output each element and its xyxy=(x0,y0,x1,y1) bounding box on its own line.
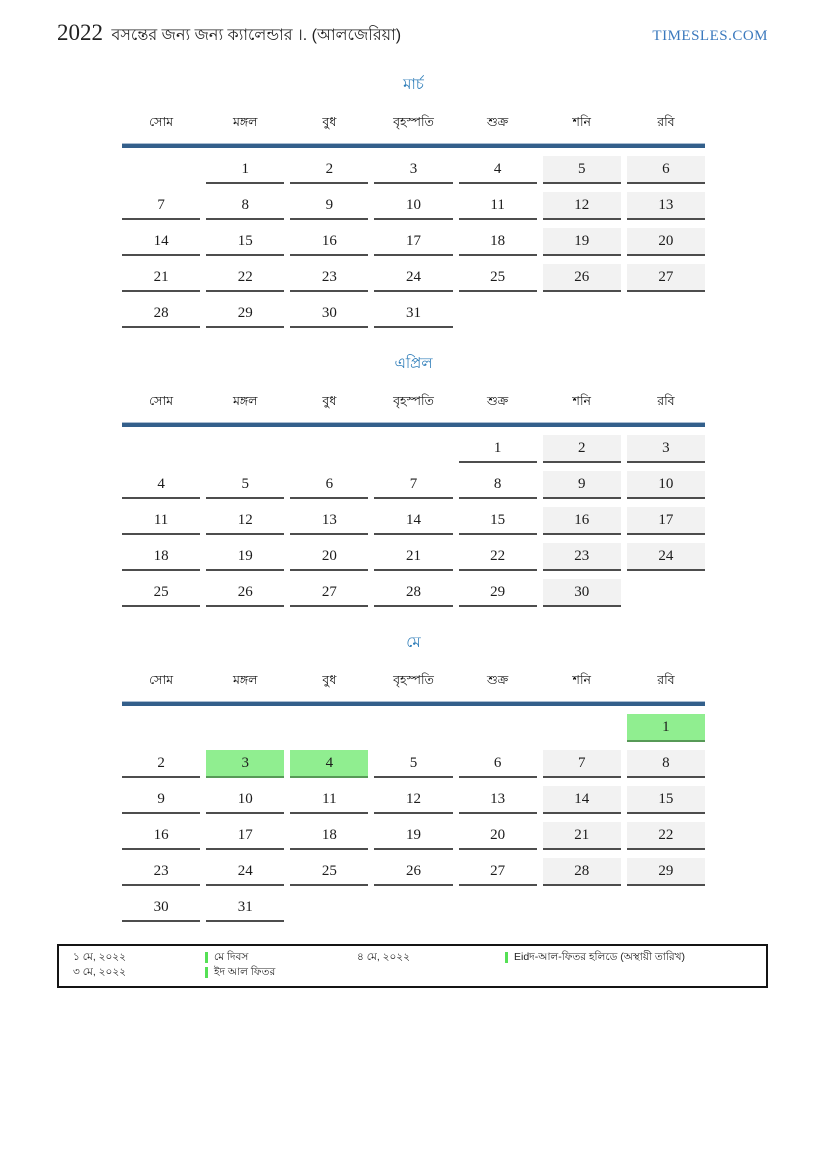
week-row xyxy=(122,192,705,220)
day-cell: 12 xyxy=(543,192,621,220)
day-cell: 2 xyxy=(543,435,621,463)
week-row xyxy=(122,156,705,184)
month-section-3 xyxy=(122,631,705,922)
day-cell: 24 xyxy=(374,264,452,292)
day-cell: 29 xyxy=(206,300,284,328)
holiday-legend xyxy=(57,944,768,988)
empty-cell xyxy=(543,894,621,922)
week-row xyxy=(122,300,705,328)
weekday-label: মঙ্গল xyxy=(232,673,258,687)
day-cell: 15 xyxy=(627,786,705,814)
day-cell: 30 xyxy=(290,300,368,328)
day-cell: 11 xyxy=(122,507,200,535)
day-cell: 28 xyxy=(543,858,621,886)
day-cell: 1 xyxy=(206,156,284,184)
day-cell: 3 xyxy=(374,156,452,184)
month-section-1 xyxy=(122,73,705,328)
day-cell: 11 xyxy=(459,192,537,220)
day-cell: 4 xyxy=(290,750,368,778)
weekday-label: রবি xyxy=(657,394,675,408)
day-cell: 21 xyxy=(122,264,200,292)
day-cell: 1 xyxy=(627,714,705,742)
week-row xyxy=(122,435,705,463)
day-cell: 22 xyxy=(459,543,537,571)
day-cell: 24 xyxy=(206,858,284,886)
day-cell: 29 xyxy=(459,579,537,607)
day-cell: 5 xyxy=(374,750,452,778)
legend-entry xyxy=(205,966,355,979)
weekday-label: বৃহস্পতি xyxy=(393,115,434,129)
empty-cell xyxy=(627,300,705,328)
weekday-label: রবি xyxy=(657,673,675,687)
weekday-label: শনি xyxy=(572,115,591,129)
day-cell: 4 xyxy=(122,471,200,499)
day-cell: 9 xyxy=(290,192,368,220)
day-cell: 11 xyxy=(290,786,368,814)
weekday-label: বৃহস্পতি xyxy=(393,673,434,687)
empty-cell xyxy=(206,714,284,742)
day-cell: 23 xyxy=(290,264,368,292)
weekday-divider xyxy=(122,701,705,706)
week-row xyxy=(122,858,705,886)
day-cell: 21 xyxy=(374,543,452,571)
day-cell: 28 xyxy=(122,300,200,328)
day-cell: 7 xyxy=(374,471,452,499)
weekday-label: বৃহস্পতি xyxy=(393,394,434,408)
weekday-divider xyxy=(122,422,705,427)
day-cell: 1 xyxy=(459,435,537,463)
day-cell: 27 xyxy=(459,858,537,886)
empty-cell xyxy=(627,579,705,607)
week-row xyxy=(122,894,705,922)
week-row xyxy=(122,822,705,850)
weekday-label: মঙ্গল xyxy=(232,115,258,129)
day-cell: 10 xyxy=(374,192,452,220)
day-cell: 24 xyxy=(627,543,705,571)
day-cell: 23 xyxy=(122,858,200,886)
day-cell: 4 xyxy=(459,156,537,184)
weekday-label: সোম xyxy=(149,673,174,687)
day-cell: 17 xyxy=(374,228,452,256)
day-cell: 6 xyxy=(627,156,705,184)
day-cell: 22 xyxy=(627,822,705,850)
day-cell: 18 xyxy=(290,822,368,850)
day-cell: 8 xyxy=(627,750,705,778)
day-cell: 30 xyxy=(543,579,621,607)
day-cell: 31 xyxy=(374,300,452,328)
week-row xyxy=(122,264,705,292)
months-container xyxy=(122,73,705,922)
month-title: মার্চ xyxy=(403,76,424,93)
weekday-label: শুক্র xyxy=(487,115,509,129)
legend-label-text: মে দিবস xyxy=(214,951,249,963)
week-row xyxy=(122,543,705,571)
day-cell: 19 xyxy=(543,228,621,256)
day-cell: 5 xyxy=(543,156,621,184)
empty-cell xyxy=(290,894,368,922)
day-cell: 20 xyxy=(290,543,368,571)
day-cell: 16 xyxy=(290,228,368,256)
empty-cell xyxy=(543,714,621,742)
week-row xyxy=(122,750,705,778)
day-cell: 13 xyxy=(459,786,537,814)
weekday-label: শুক্র xyxy=(487,673,509,687)
weekday-label: বুধ xyxy=(322,673,337,687)
day-cell: 25 xyxy=(290,858,368,886)
day-cell: 15 xyxy=(206,228,284,256)
day-cell: 17 xyxy=(627,507,705,535)
day-cell: 10 xyxy=(206,786,284,814)
weekday-label: শনি xyxy=(572,673,591,687)
day-cell: 14 xyxy=(122,228,200,256)
week-row xyxy=(122,507,705,535)
week-row xyxy=(122,786,705,814)
day-cell: 25 xyxy=(459,264,537,292)
day-cell: 27 xyxy=(627,264,705,292)
day-cell: 12 xyxy=(374,786,452,814)
day-cell: 16 xyxy=(543,507,621,535)
site-link[interactable]: TIMESLES.COM xyxy=(652,28,768,44)
holiday-color-bar xyxy=(205,952,208,963)
legend-entry xyxy=(205,951,355,964)
empty-cell xyxy=(290,714,368,742)
legend-date: ৩ মে, ২০২২ xyxy=(73,966,126,978)
holiday-color-bar xyxy=(205,967,208,978)
day-cell: 21 xyxy=(543,822,621,850)
day-cell: 22 xyxy=(206,264,284,292)
empty-cell xyxy=(459,894,537,922)
weekday-header-row xyxy=(122,672,705,701)
day-cell: 12 xyxy=(206,507,284,535)
day-cell: 2 xyxy=(290,156,368,184)
empty-cell xyxy=(206,435,284,463)
weekday-header-row xyxy=(122,393,705,422)
page-header xyxy=(0,0,827,49)
day-cell: 13 xyxy=(627,192,705,220)
weekday-label: সোম xyxy=(149,115,174,129)
day-cell: 25 xyxy=(122,579,200,607)
empty-cell xyxy=(627,894,705,922)
day-cell: 14 xyxy=(543,786,621,814)
day-cell: 13 xyxy=(290,507,368,535)
week-row xyxy=(122,471,705,499)
empty-cell xyxy=(290,435,368,463)
day-cell: 5 xyxy=(206,471,284,499)
weekday-label: বুধ xyxy=(322,115,337,129)
day-cell: 15 xyxy=(459,507,537,535)
legend-column-2 xyxy=(355,951,685,964)
day-cell: 28 xyxy=(374,579,452,607)
month-title: এপ্রিল xyxy=(394,355,433,372)
month-section-2 xyxy=(122,352,705,607)
day-cell: 19 xyxy=(374,822,452,850)
day-cell: 6 xyxy=(290,471,368,499)
empty-cell xyxy=(122,435,200,463)
legend-label-text: Eidদ-আল-ফিতর হলিডে (অস্থায়ী তারিখ) xyxy=(514,951,685,963)
holiday-color-bar xyxy=(505,952,508,963)
weekday-label: রবি xyxy=(657,115,675,129)
day-cell: 26 xyxy=(206,579,284,607)
legend-column-1 xyxy=(71,951,355,979)
page-title xyxy=(57,20,401,49)
empty-cell xyxy=(374,894,452,922)
weekday-header-row xyxy=(122,114,705,143)
day-cell: 7 xyxy=(122,192,200,220)
day-cell: 8 xyxy=(206,192,284,220)
day-cell: 23 xyxy=(543,543,621,571)
week-row xyxy=(122,579,705,607)
day-cell: 18 xyxy=(459,228,537,256)
day-cell: 29 xyxy=(627,858,705,886)
weekday-label: মঙ্গল xyxy=(232,394,258,408)
day-cell: 10 xyxy=(627,471,705,499)
day-cell: 26 xyxy=(543,264,621,292)
page-title-year: 2022 xyxy=(57,20,103,45)
day-cell: 3 xyxy=(206,750,284,778)
day-cell: 17 xyxy=(206,822,284,850)
day-cell: 2 xyxy=(122,750,200,778)
day-cell: 16 xyxy=(122,822,200,850)
legend-date: ৪ মে, ২০২২ xyxy=(357,951,410,963)
empty-cell xyxy=(543,300,621,328)
legend-label-text: ইদ আল ফিতর xyxy=(214,966,276,978)
week-row xyxy=(122,228,705,256)
month-title: মে xyxy=(406,634,421,651)
empty-cell xyxy=(122,156,200,184)
weekday-label: শনি xyxy=(572,394,591,408)
day-cell: 27 xyxy=(290,579,368,607)
weekday-label: শুক্র xyxy=(487,394,509,408)
weekday-divider xyxy=(122,143,705,148)
day-cell: 3 xyxy=(627,435,705,463)
day-cell: 14 xyxy=(374,507,452,535)
empty-cell xyxy=(374,435,452,463)
day-cell: 9 xyxy=(543,471,621,499)
day-cell: 30 xyxy=(122,894,200,922)
legend-date: ১ মে, ২০২২ xyxy=(73,951,126,963)
day-cell: 26 xyxy=(374,858,452,886)
weekday-label: বুধ xyxy=(322,394,337,408)
day-cell: 7 xyxy=(543,750,621,778)
day-cell: 18 xyxy=(122,543,200,571)
day-cell: 6 xyxy=(459,750,537,778)
page-title-text: বসন্তের জন্য জন্য ক্যালেন্ডার ।. (আলজেরিয়া) xyxy=(111,27,402,44)
day-cell: 20 xyxy=(459,822,537,850)
day-cell: 8 xyxy=(459,471,537,499)
legend-entry xyxy=(505,951,685,964)
empty-cell xyxy=(459,714,537,742)
day-cell: 31 xyxy=(206,894,284,922)
day-cell: 20 xyxy=(627,228,705,256)
empty-cell xyxy=(374,714,452,742)
empty-cell xyxy=(122,714,200,742)
week-row xyxy=(122,714,705,742)
day-cell: 9 xyxy=(122,786,200,814)
empty-cell xyxy=(459,300,537,328)
day-cell: 19 xyxy=(206,543,284,571)
weekday-label: সোম xyxy=(149,394,174,408)
